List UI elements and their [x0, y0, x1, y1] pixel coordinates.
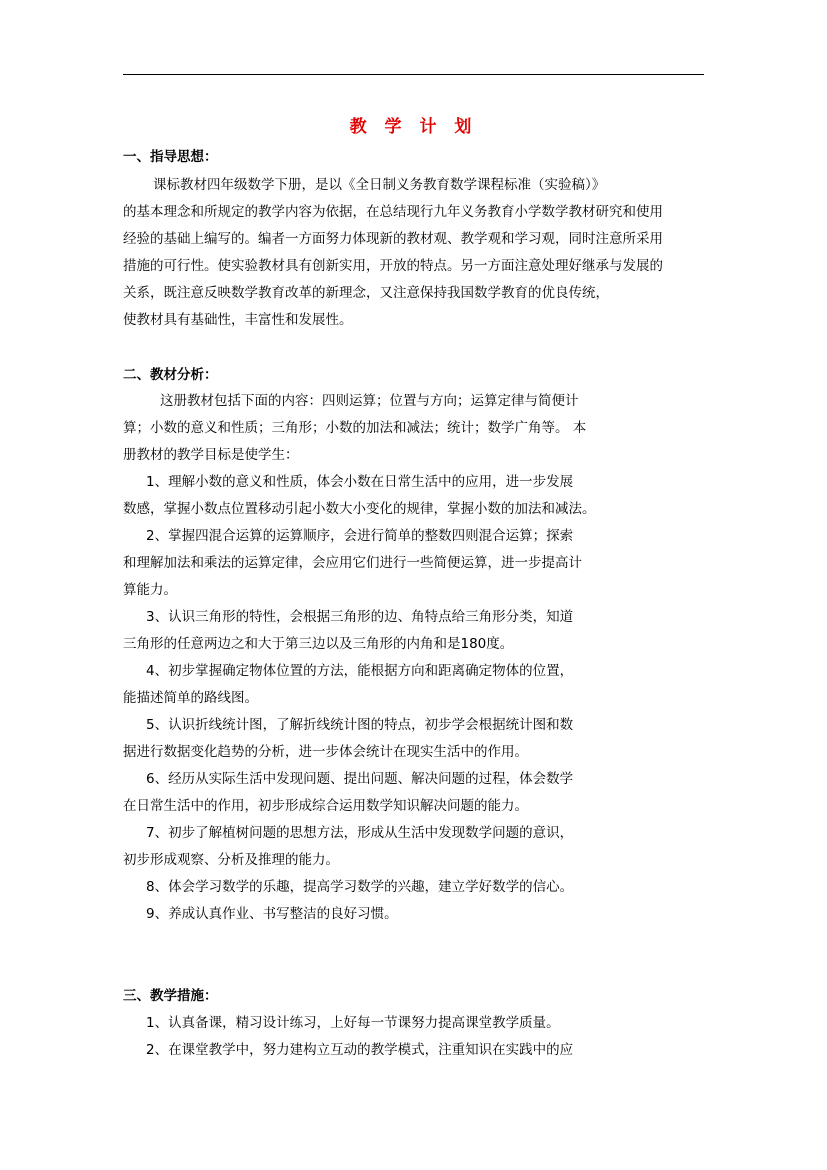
section-heading-textbook-analysis: 二、教材分析： — [123, 367, 218, 383]
section-heading-teaching-measures: 三、教学措施： — [123, 988, 218, 1004]
goal-item-7: 7、初步了解植树问题的思想方法，形成从生活中发现数学问题的意识， — [146, 825, 574, 841]
paragraph-line: 册教材的教学目标是使学生： — [123, 447, 299, 463]
paragraph-line: 关系，既注意反映数学教育改革的新理念，又注意保持我国数学教育的优良传统， — [123, 285, 609, 301]
paragraph-line: 课标教材四年级数学下册，是以《全日制义务教育数学课程标准（实验稿）》 — [153, 177, 606, 193]
goal-item-9: 9、养成认真作业、书写整洁的良好习惯。 — [146, 906, 398, 922]
measure-item-1: 1、认真备课，精习设计练习，上好每一节课努力提高课堂教学质量。 — [146, 1015, 560, 1031]
header-rule — [123, 74, 704, 75]
paragraph-line: 三角形的任意两边之和大于第三边以及三角形的内角和是180度。 — [123, 636, 514, 652]
paragraph-line: 算能力。 — [123, 582, 177, 598]
goal-item-2: 2、掌握四混合运算的运算顺序，会进行简单的整数四则混合运算；探索 — [146, 528, 574, 544]
section-heading-guiding-ideology: 一、指导思想： — [123, 149, 218, 165]
paragraph-line: 和理解加法和乘法的运算定律，会应用它们进行一些简便运算，进一步提高计 — [123, 555, 582, 571]
paragraph-line: 初步形成观察、分析及推理的能力。 — [123, 852, 339, 868]
paragraph-line: 数感，掌握小数点位置移动引起小数大小变化的规律，掌握小数的加法和减法。 — [123, 501, 596, 517]
paragraph-line: 能描述简单的路线图。 — [123, 690, 258, 706]
goal-item-3: 3、认识三角形的特性，会根据三角形的边、角特点给三角形分类，知道 — [146, 609, 574, 625]
measure-item-2: 2、在课堂教学中，努力建构立互动的教学模式，注重知识在实践中的应 — [146, 1042, 574, 1058]
paragraph-line: 使教材具有基础性，丰富性和发展性。 — [123, 312, 353, 328]
paragraph-line: 的基本理念和所规定的教学内容为依据，在总结现行九年义务教育小学数学教材研究和使用 — [123, 204, 663, 220]
goal-item-4: 4、初步掌握确定物体位置的方法，能根据方向和距离确定物体的位置， — [146, 663, 574, 679]
paragraph-line: 据进行数据变化趋势的分析，进一步体会统计在现实生活中的作用。 — [123, 744, 528, 760]
paragraph-line: 这册教材包括下面的内容：四则运算；位置与方向；运算定律与简便计 — [160, 393, 579, 409]
goal-item-6: 6、经历从实际生活中发现问题、提出问题、解决问题的过程，体会数学 — [146, 771, 574, 787]
paragraph-line: 在日常生活中的作用，初步形成综合运用数学知识解决问题的能力。 — [123, 798, 528, 814]
paragraph-line: 措施的可行性。使实验教材具有创新实用，开放的特点。另一方面注意处理好继承与发展的 — [123, 258, 663, 274]
paragraph-line: 算；小数的意义和性质；三角形；小数的加法和减法；统计；数学广角等。 本 — [123, 420, 587, 436]
paragraph-line: 经验的基础上编写的。编者一方面努力体现新的教材观、教学观和学习观，同时注意所采用 — [123, 231, 663, 247]
goal-item-5: 5、认识折线统计图，了解折线统计图的特点，初步学会根据统计图和数 — [146, 717, 574, 733]
goal-item-1: 1、理解小数的意义和性质，体会小数在日常生活中的应用，进一步发展 — [146, 474, 574, 490]
document-title: 教 学 计 划 — [349, 117, 478, 137]
goal-item-8: 8、体会学习数学的乐趣，提高学习数学的兴趣，建立学好数学的信心。 — [146, 879, 574, 895]
